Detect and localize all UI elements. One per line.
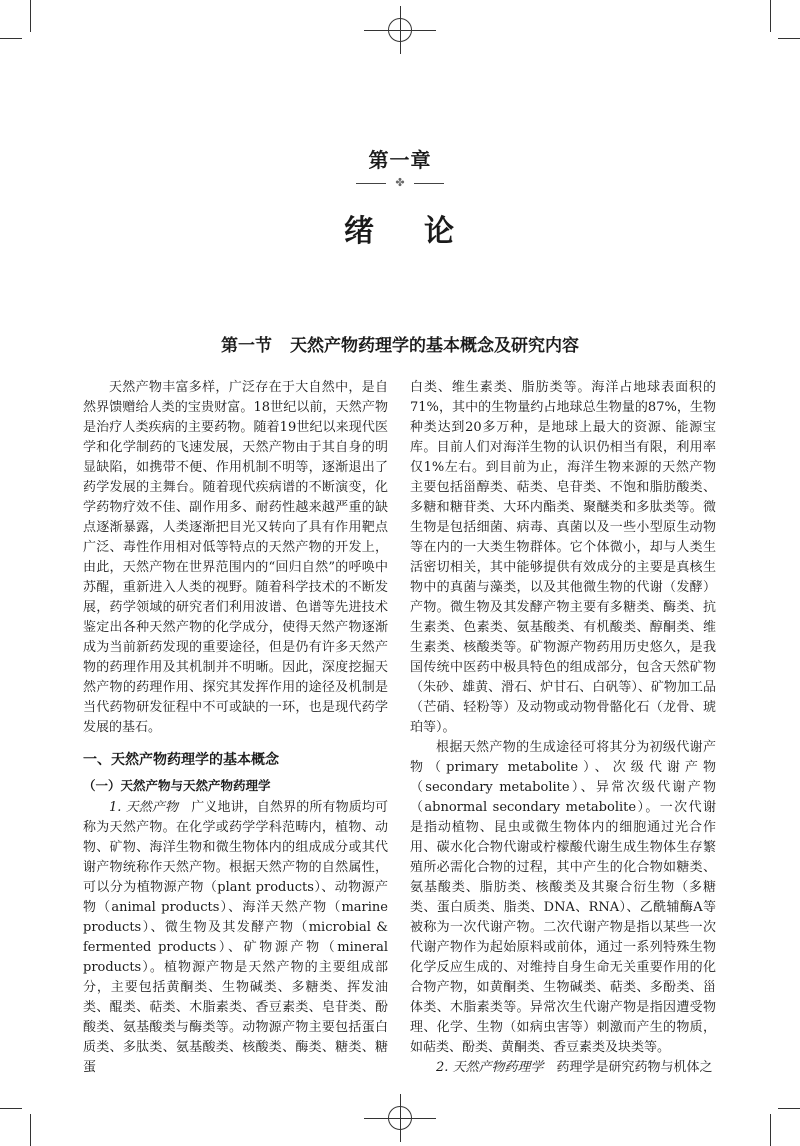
section-heading [0, 331, 800, 356]
natural-products-paragraph [83, 798, 388, 1078]
crop-mark-bottom-right-v [770, 1114, 771, 1146]
natural-products-paragraph-cont: 白类、维生素类、脂肪类等。海洋占地球表面积的71%，其中的生物量约占地球总生物量的87%，生物种类达到20多万种，是地球上最大的资源、能源宝库。目前人们对海洋生物的认识仍相当有限，利用率仅1%左右。到目前为止，海洋生物来源的天然产物主要包括甾醇类、萜类、皂苷类、不饱和脂肪酸类、多糖和糖苷类、大环内酯类、聚醚类和多肽类等。微生物是包括细菌、病毒、真菌以及一些小型原生动物等在内的一大类生物群体。它个体微小，却与人类生活密切相关，其中能够提供有效成分的主要是真核生物中的真菌与藻类，以及其他微生物的代谢（发酵）产物。微生物及其发酵产物主要有多糖类、酶类、抗生素类、色素类、氨基酸类、有机酸类、醇酮类、维生素类、核酸类等。矿物源产物药用历史悠久，是我国传统中医药中极具特色的组成部分，包含天然矿物（朱砂、雄黄、滑石、炉甘石、白矾等）、矿物加工品（芒硝、轻粉等）及动物或动物骨骼化石（龙骨、琥珀等）。 [410, 380, 716, 735]
chapter-title-char-1: 绪 [344, 214, 376, 249]
intro-paragraph: 天然产物丰富多样，广泛存在于大自然中，是自然界馈赠给人类的宝贵财富。18世纪以前，天然产物是治疗人类疾病的主要药物。随着19世纪以来现代医学和化学制药的飞速发展，天然产物由于其自身的明显缺陷，如携带不便、作用机制不明等，逐渐退出了药学发展的主舞台。随着现代疾病谱的不断演变，化学药物疗效不佳、副作用多、耐药性越来越严重的缺点逐渐暴露，人类逐渐把目光又转向了具有作用靶点广泛、毒性作用相对低等特点的天然产物的开发上，由此，天然产物在世界范围内的“回归自然”的呼唤中苏醒，重新进入人类的视野。随着科学技术的不断发展，药学领域的研究者们利用波谱、色谱等先进技术鉴定出各种天然产物的化学成分，使得天然产物逐渐成为当前新药发现的重要途径，但是仍有许多天然产物的药理作用及其机制并不明晰。因此，深度挖掘天然产物的药理作用、探究其发挥作用的途径及机制是当代药物研发征程中不可或缺的一环，也是现代药学发展的基石。 [83, 380, 388, 735]
term-natural-products: 1. 天然产物 [109, 800, 179, 815]
crop-mark-top-right-v [770, 0, 771, 32]
section-title: 天然产物药理学的基本概念及研究内容 [290, 336, 579, 356]
chapter-ornament [0, 176, 800, 190]
crop-mark-top-left-h [0, 38, 22, 39]
crop-mark-bottom-left-h [0, 1108, 22, 1109]
chapter-title [0, 206, 800, 250]
leaf-ornament-icon: ✤ [395, 176, 405, 189]
heading-basic-concepts: 一、天然产物药理学的基本概念 [83, 752, 279, 768]
crop-mark-top-left-v [30, 0, 31, 32]
left-column [83, 378, 388, 1078]
section-number: 第一节 [221, 336, 272, 356]
chapter-label: 第一章 [368, 148, 432, 172]
crop-mark-bottom-right-h [778, 1108, 800, 1109]
pharmacology-paragraph [410, 1058, 716, 1078]
metabolite-paragraph: 根据天然产物的生成途径可将其分为初级代谢产物（primary metabolite）、次级代谢产物（secondary metabolite）、异常次级代谢产物（abnormal secondary metabolite）。一次代谢是指动植物、昆虫或微生物体内的细胞通过光合作用、碳水化合物代谢或柠檬酸代谢生成生物体生存繁殖所必需化合物的过程，其中产生的化合物如糖类、氨基酸类、脂肪类、核酸类及其聚合衍生物（多糖类、蛋白质类、脂类、DNA、RNA）、乙酰辅酶A等被称为一次代谢产物。二次代谢产物是指以某些一次代谢产物作为起始原料或前体，通过一系列特殊生物化学反应生成的、对维持自身生命无关重要作用的化合物产物，如黄酮类、生物碱类、萜类、多酚类、甾体类、木脂素类等。异常次生代谢产物是指因遭受物理、化学、生物（如病虫害等）刺激而产生的物质，如萜类、酚类、黄酮类、香豆素类及块类等。 [410, 740, 716, 1055]
crop-mark-top-right-h [778, 38, 800, 39]
pharmacology-text: 药理学是研究药物与机体之 [556, 1060, 713, 1075]
heading-natural-products: （一）天然产物与天然产物药理学 [83, 778, 271, 793]
natural-products-text: 广义地讲，自然界的所有物质均可称为天然产物。在化学或药学学科范畴内，植物、动物、矿物、海洋生物和微生物体内的组成成分或其代谢产物统称作天然产物。根据天然产物的自然属性，可以分为植物源产物（plant products）、动物源产物（animal products）、海洋天然产物（marine products）、微生物及其发酵产物（microbial & fermented products）、矿物源产物（mineral products）。植物源产物是天然产物的主要组成部分，主要包括黄酮类、生物碱类、多糖类、挥发油类、醌类、萜类、木脂素类、香豆素类、皂苷类、酚酸类、氨基酸类与酶类等。动物源产物主要包括蛋白质类、多肽类、氨基酸类、核酸类、酶类、糖类、糖蛋 [83, 800, 388, 1075]
term-natural-product-pharmacology: 2. 天然产物药理学 [436, 1060, 544, 1075]
right-column [410, 378, 716, 1078]
crop-mark-bottom-left-v [30, 1114, 31, 1146]
chapter-title-char-2: 论 [424, 214, 456, 249]
